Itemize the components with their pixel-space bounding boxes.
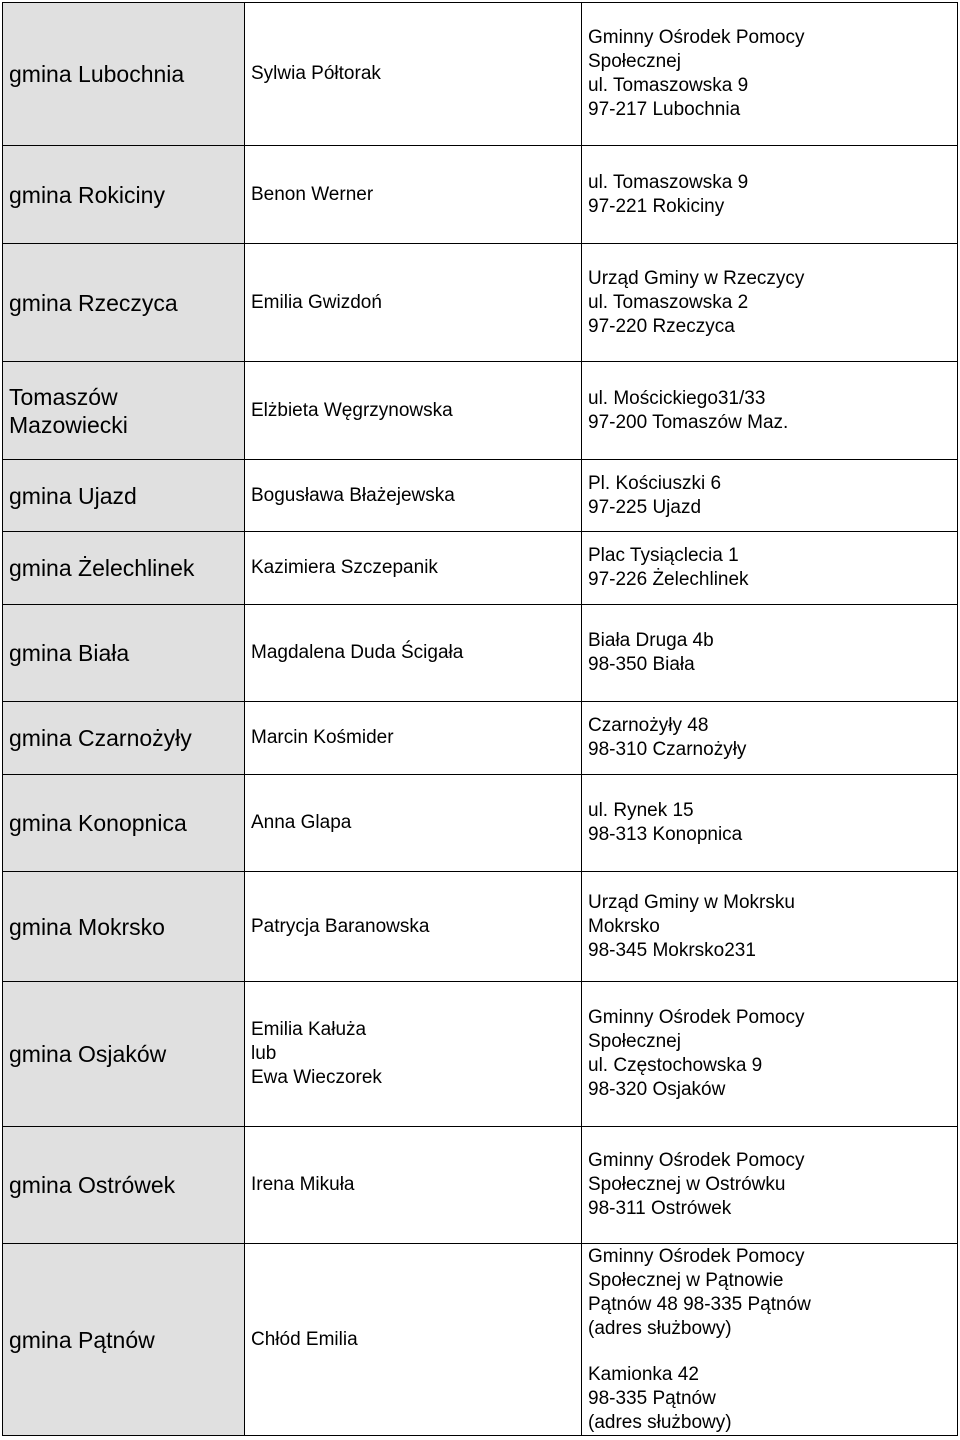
contacts-table-body <box>3 3 958 1436</box>
address-cell: ul. Mościckiego31/33 97-200 Tomaszów Maz. <box>582 362 958 460</box>
person-cell: Emilia Kałuża lub Ewa Wieczorek <box>245 982 582 1127</box>
person-cell: Magdalena Duda Ścigała <box>245 605 582 702</box>
table-row <box>3 146 958 244</box>
table-row <box>3 362 958 460</box>
person-cell: Emilia Gwizdoń <box>245 244 582 362</box>
address-cell: Czarnożyły 48 98-310 Czarnożyły <box>582 702 958 775</box>
gmina-cell: gmina Biała <box>3 605 245 702</box>
person-cell: Marcin Kośmider <box>245 702 582 775</box>
gmina-cell: gmina Czarnożyły <box>3 702 245 775</box>
address-cell: Urząd Gminy w Rzeczycy ul. Tomaszowska 2 97-220 Rzeczyca <box>582 244 958 362</box>
person-cell: Kazimiera Szczepanik <box>245 532 582 605</box>
address-cell: Gminny Ośrodek Pomocy Społecznej w Pątnowie Pątnów 48 98-335 Pątnów (adres służbowy) Kamionka 42 98-335 Pątnów (adres służbowy) <box>582 1244 958 1436</box>
person-cell: Sylwia Półtorak <box>245 3 582 146</box>
table-row <box>3 982 958 1127</box>
gmina-cell: gmina Lubochnia <box>3 3 245 146</box>
table-row <box>3 532 958 605</box>
address-gap <box>588 1341 951 1363</box>
address-cell: Biała Druga 4b 98-350 Biała <box>582 605 958 702</box>
gmina-cell: gmina Rokiciny <box>3 146 245 244</box>
table-row <box>3 605 958 702</box>
gmina-cell: Tomaszów Mazowiecki <box>3 362 245 460</box>
contacts-table <box>2 2 958 1436</box>
gmina-cell: gmina Rzeczyca <box>3 244 245 362</box>
person-cell: Anna Glapa <box>245 775 582 872</box>
table-row <box>3 1244 958 1436</box>
address-cell: ul. Rynek 15 98-313 Konopnica <box>582 775 958 872</box>
gmina-cell: gmina Żelechlinek <box>3 532 245 605</box>
person-cell: Patrycja Baranowska <box>245 872 582 982</box>
person-cell: Irena Mikuła <box>245 1127 582 1244</box>
address-cell: Gminny Ośrodek Pomocy Społecznej ul. Częstochowska 9 98-320 Osjaków <box>582 982 958 1127</box>
gmina-cell: gmina Ostrówek <box>3 1127 245 1244</box>
person-cell: Elżbieta Węgrzynowska <box>245 362 582 460</box>
address-cell: Gminny Ośrodek Pomocy Społecznej ul. Tomaszowska 9 97-217 Lubochnia <box>582 3 958 146</box>
table-row <box>3 244 958 362</box>
table-row <box>3 872 958 982</box>
table-row <box>3 775 958 872</box>
gmina-cell: gmina Osjaków <box>3 982 245 1127</box>
gmina-cell: gmina Ujazd <box>3 460 245 532</box>
table-row <box>3 3 958 146</box>
person-cell: Benon Werner <box>245 146 582 244</box>
table-row <box>3 702 958 775</box>
table-row <box>3 460 958 532</box>
address-cell: Gminny Ośrodek Pomocy Społecznej w Ostrówku 98-311 Ostrówek <box>582 1127 958 1244</box>
gmina-cell: gmina Konopnica <box>3 775 245 872</box>
address-cell: Urząd Gminy w Mokrsku Mokrsko 98-345 Mokrsko231 <box>582 872 958 982</box>
person-cell: Bogusława Błażejewska <box>245 460 582 532</box>
gmina-cell: gmina Mokrsko <box>3 872 245 982</box>
gmina-cell: gmina Pątnów <box>3 1244 245 1436</box>
address-cell: Pl. Kościuszki 6 97-225 Ujazd <box>582 460 958 532</box>
address-cell: ul. Tomaszowska 9 97-221 Rokiciny <box>582 146 958 244</box>
person-cell: Chłód Emilia <box>245 1244 582 1436</box>
table-row <box>3 1127 958 1244</box>
address-cell: Plac Tysiąclecia 1 97-226 Żelechlinek <box>582 532 958 605</box>
